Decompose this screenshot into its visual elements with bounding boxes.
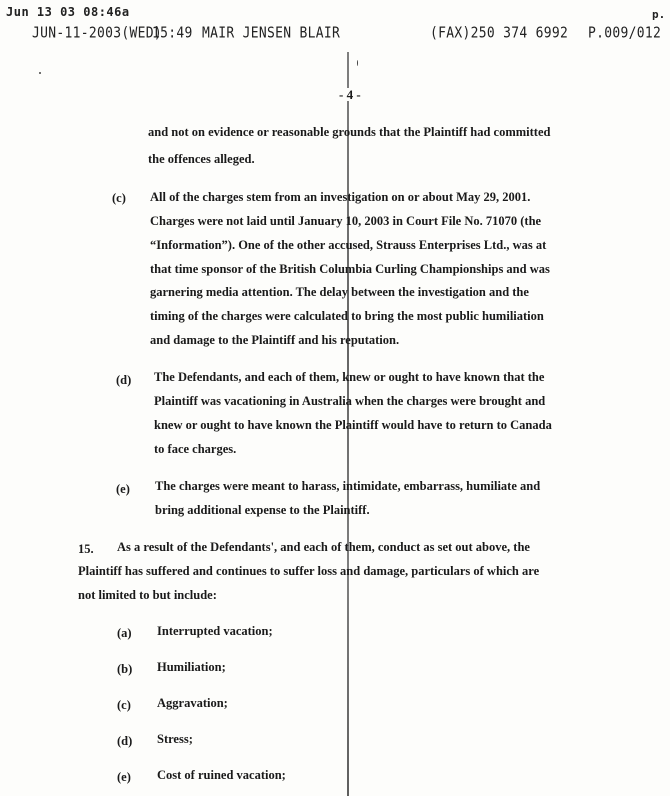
item-e-line: bring additional expense to the Plaintiff. <box>155 503 370 517</box>
item-label-e: (e) <box>116 482 130 496</box>
item-c-line: Charges were not laid until January 10, 2003 in Court File No. 71070 (the <box>150 214 542 228</box>
fax-header-date: JUN-11-2003(WED) <box>32 24 163 43</box>
damage-label: (a) <box>117 626 132 640</box>
item-d-line: Plaintiff was vacationing in Australia when the charges were brought and <box>154 394 546 408</box>
paragraph-number: 15. <box>78 542 94 556</box>
damage-item: Aggravation; <box>157 696 228 710</box>
item-c-line: that time sponsor of the British Columbia Curling Championships and was <box>150 262 550 276</box>
fax-header-time: 15:49 <box>152 24 193 43</box>
damage-label: (b) <box>117 662 133 676</box>
item-label-d: (d) <box>116 373 132 387</box>
fax-receipt-stamp: Jun 13 03 08:46a <box>6 5 130 19</box>
paragraph-15-line: As a result of the Defendants', and each of them, conduct as set out above, the <box>117 540 530 554</box>
item-c-line: garnering media attention. The delay between the investigation and the <box>150 285 529 299</box>
page-number: - 4 - <box>339 87 361 102</box>
damage-item: Stress; <box>157 732 193 746</box>
fax-header-page: P.009/012 <box>588 24 662 43</box>
damage-label: (c) <box>117 698 131 712</box>
damage-item: Cost of ruined vacation; <box>157 768 286 782</box>
damage-item: Interrupted vacation; <box>157 624 273 638</box>
scan-speck <box>357 60 358 66</box>
fax-header-number: (FAX)250 374 6992 <box>430 24 569 43</box>
item-c-line: and damage to the Plaintiff and his reputation. <box>150 333 400 347</box>
continuation-line: and not on evidence or reasonable grounds that the Plaintiff had committed <box>148 125 551 139</box>
item-c-line: All of the charges stem from an investigation on or about May 29, 2001. <box>150 190 531 204</box>
continuation-line: the offences alleged. <box>148 152 255 166</box>
scan-speck <box>39 72 41 74</box>
paragraph-15-line: not limited to but include: <box>78 588 217 602</box>
fax-header-sender: MAIR JENSEN BLAIR <box>202 24 341 43</box>
damage-item: Humiliation; <box>157 660 226 674</box>
item-e-line: The charges were meant to harass, intimidate, embarrass, humiliate and <box>155 479 541 493</box>
damage-label: (d) <box>117 734 133 748</box>
item-d-line: knew or ought to have known the Plaintiff would have to return to Canada <box>154 418 552 432</box>
item-d-line: The Defendants, and each of them, knew or ought to have known that the <box>154 370 545 384</box>
item-c-line: “Information”). One of the other accused, Strauss Enterprises Ltd., was at <box>150 238 547 252</box>
item-label-c: (c) <box>112 191 126 205</box>
damage-label: (e) <box>117 770 131 784</box>
item-d-line: to face charges. <box>154 442 237 456</box>
corner-mark: p. <box>652 8 666 21</box>
paragraph-15-line: Plaintiff has suffered and continues to suffer loss and damage, particulars of which are <box>78 564 540 578</box>
item-c-line: timing of the charges were calculated to bring the most public humiliation <box>150 309 544 323</box>
